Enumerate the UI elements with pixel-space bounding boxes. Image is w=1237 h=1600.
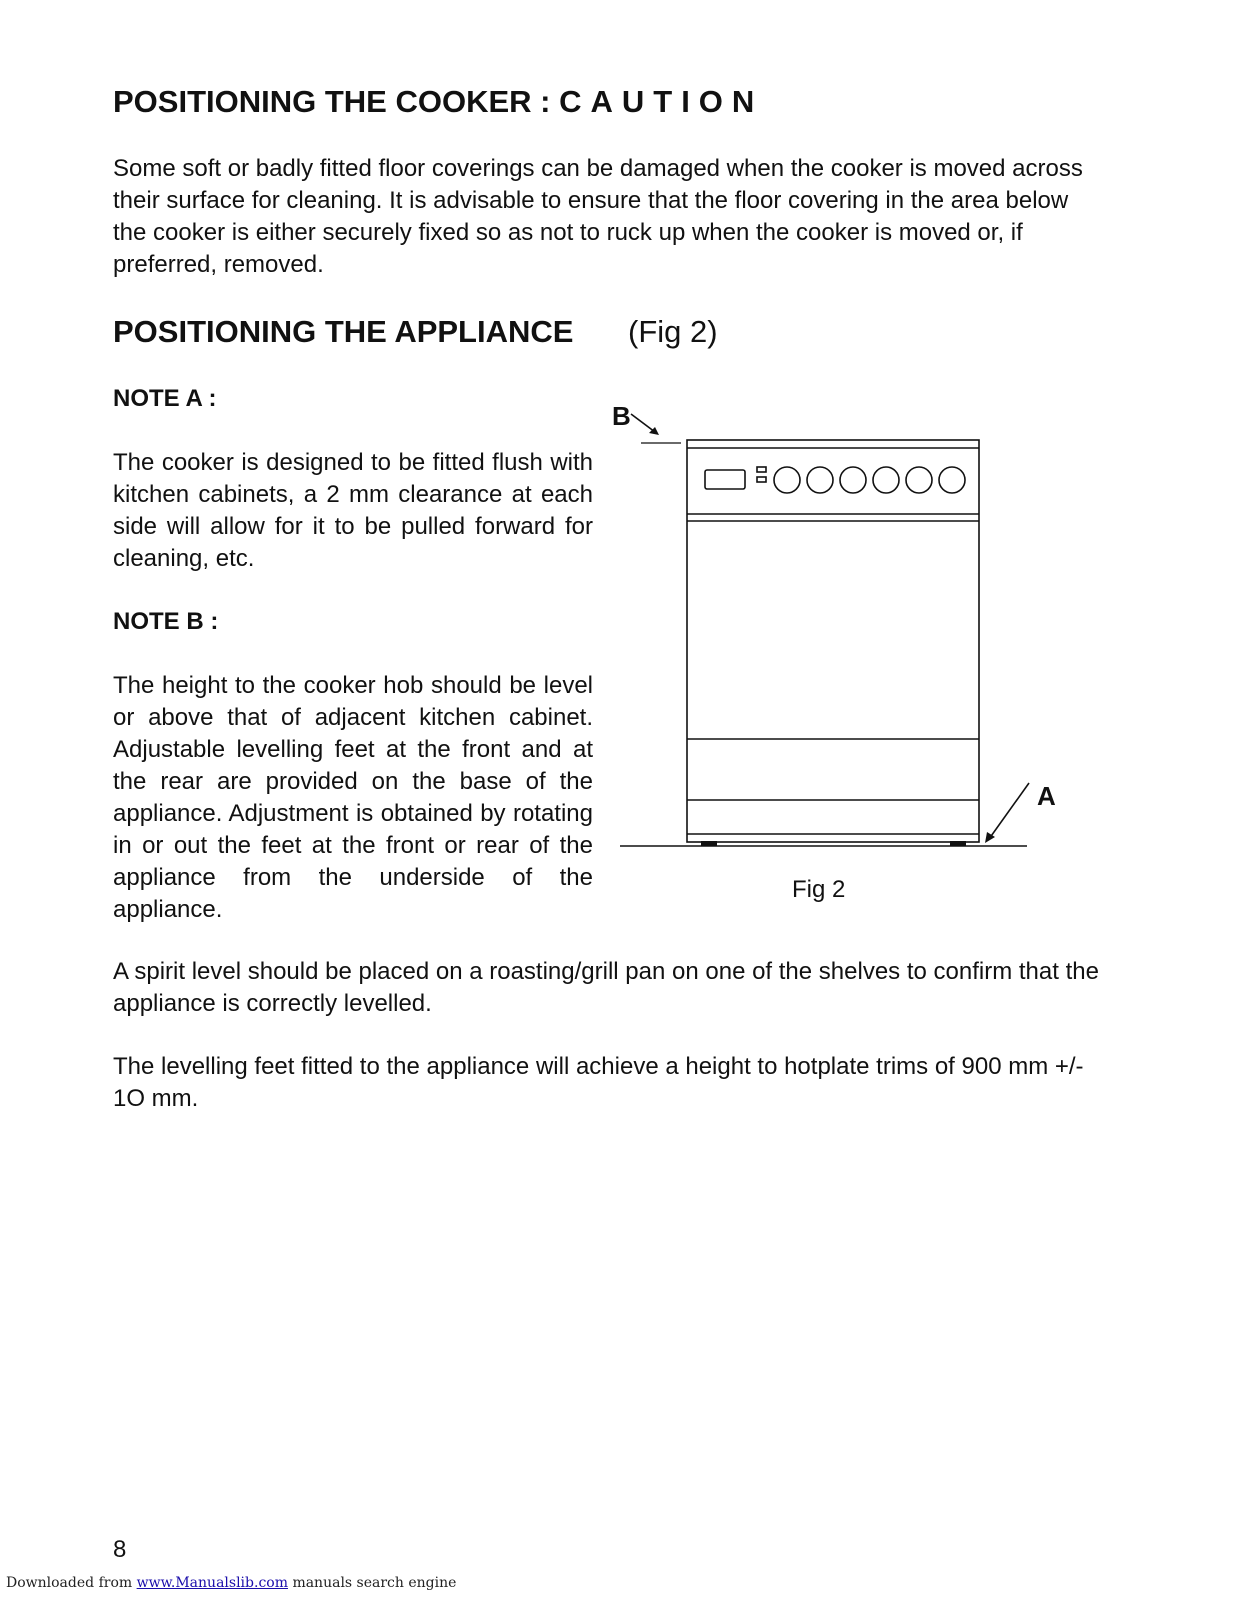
heading-main: POSITIONING THE COOKER :: [113, 84, 551, 119]
heading-caution: CAUTION: [559, 84, 764, 119]
figure-reference: (Fig 2): [628, 314, 718, 349]
arrow-a-icon: [989, 783, 1029, 839]
cooker-diagram: [612, 395, 1075, 865]
footer-suffix: manuals search engine: [292, 1575, 457, 1591]
cooker-outline-icon: [687, 440, 979, 842]
note-a-title: NOTE A :: [113, 385, 217, 412]
levelling-feet-paragraph: The levelling feet fitted to the appliance will achieve a height to hotplate trims of 900 mm +/- 1O mm.: [113, 1053, 1084, 1112]
floor-covering-paragraph: Some soft or badly fitted floor coverings can be damaged when the cooker is moved across their surface for cleaning. It is advisable to ensure that the floor covering in the area below the cooker is either securely fixed so as not to ruck up when the cooker is moved or, if preferred, removed.: [113, 155, 1083, 278]
figure-caption: Fig 2: [792, 876, 846, 903]
section-heading: POSITIONING THE APPLIANCE: [113, 314, 574, 349]
page-number: 8: [113, 1536, 127, 1563]
note-b-title: NOTE B :: [113, 608, 219, 635]
label-a: A: [1037, 781, 1056, 811]
spirit-level-paragraph: A spirit level should be placed on a roasting/grill pan on one of the shelves to confirm that the appliance is correctly levelled.: [113, 958, 1099, 1017]
label-b: B: [612, 401, 631, 431]
footer: [6, 1575, 456, 1591]
footer-prefix: Downloaded from: [6, 1575, 133, 1591]
note-a-text: The cooker is designed to be fitted flush with kitchen cabinets, a 2 mm clearance at each side will allow for it to be pulled forward for cleaning, etc.: [113, 449, 593, 572]
manualslib-link[interactable]: www.Manualslib.com: [136, 1575, 288, 1591]
page-title: [113, 84, 763, 120]
arrow-b-icon: [631, 414, 655, 432]
note-b-text: The height to the cooker hob should be level or above that of adjacent kitchen cabinet. Adjustable levelling feet at the front and at the rear are provided on the base of the appliance. Adjustment is obtained by rotating in or out the feet at the front or rear of the appliance from the underside of the appliance.: [113, 672, 593, 923]
